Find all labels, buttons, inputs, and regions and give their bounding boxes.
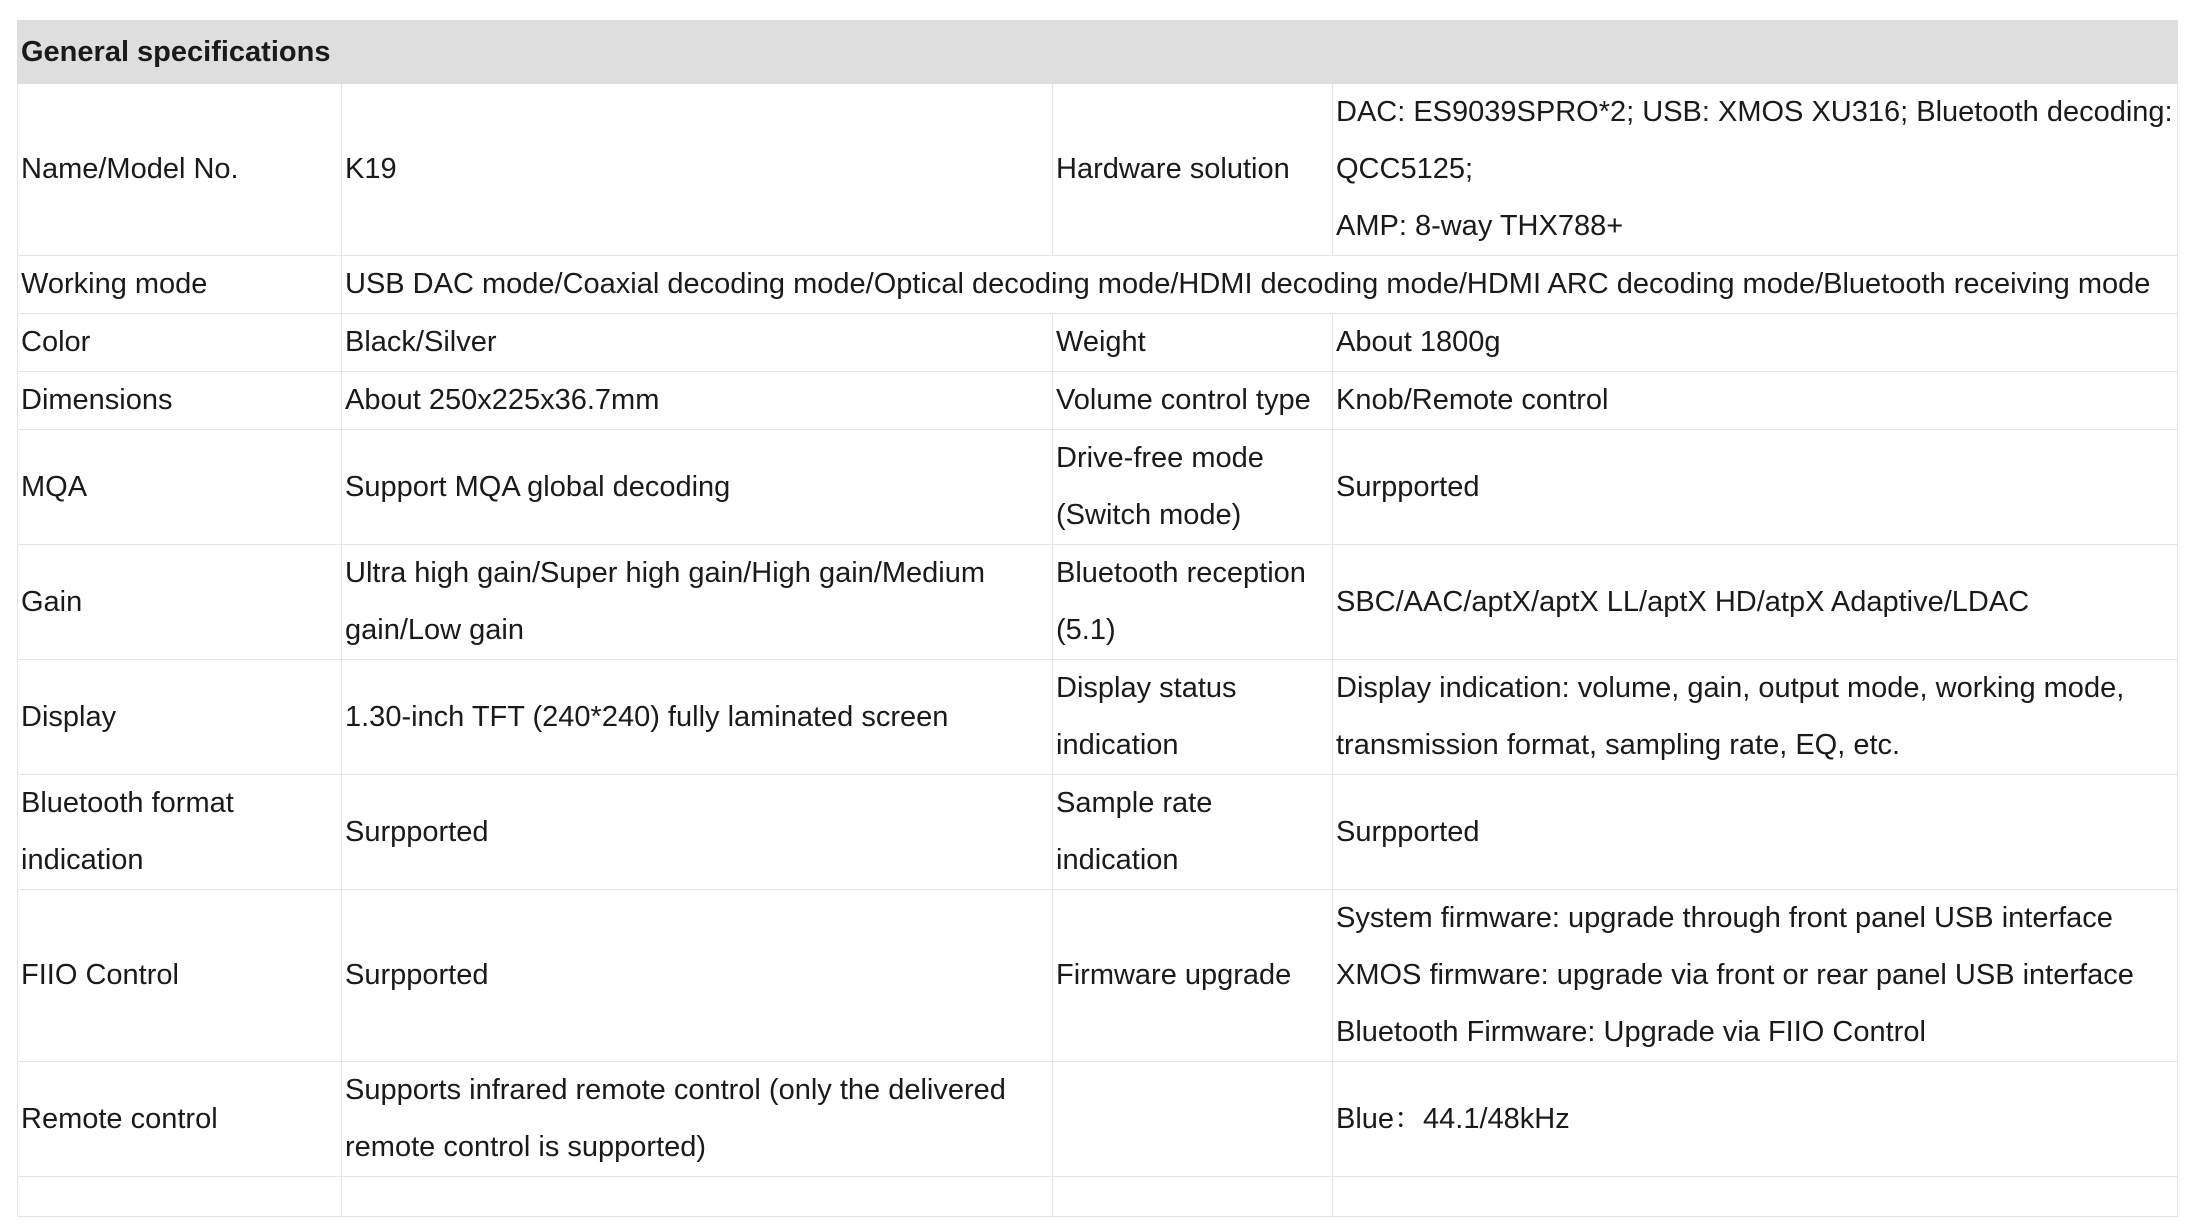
spec-label: Volume control type: [1053, 372, 1333, 430]
spec-label: [1053, 1062, 1333, 1177]
spec-label: Hardware solution: [1053, 84, 1333, 256]
spec-label: Display: [18, 660, 342, 775]
table-row: [18, 660, 2178, 775]
table-row: [18, 545, 2178, 660]
table-row: [18, 84, 2178, 256]
spec-label: Remote control: [18, 1062, 342, 1177]
spec-value: Knob/Remote control: [1333, 372, 2178, 430]
spec-value: Support MQA global decoding: [342, 430, 1053, 545]
spec-label: MQA: [18, 430, 342, 545]
spec-value: Black/Silver: [342, 314, 1053, 372]
section-header-row: [18, 21, 2178, 84]
spec-value: 1.30-inch TFT (240*240) fully laminated screen: [342, 660, 1053, 775]
table-row: [18, 775, 2178, 890]
spec-label: Color: [18, 314, 342, 372]
spec-value: Supports infrared remote control (only the delivered remote control is supported): [342, 1062, 1053, 1177]
spec-value: DAC: ES9039SPRO*2; USB: XMOS XU316; Bluetooth decoding: QCC5125; AMP: 8-way THX788+: [1333, 84, 2178, 256]
spec-label: [18, 1177, 342, 1217]
spec-value: System firmware: upgrade through front panel USB interface XMOS firmware: upgrade via front or rear panel USB interface Bluetooth Firmware: Upgrade via FIIO Control: [1333, 890, 2178, 1062]
spec-label: FIIO Control: [18, 890, 342, 1062]
spec-value: Display indication: volume, gain, output mode, working mode, transmission format, sampling rate, EQ, etc.: [1333, 660, 2178, 775]
section-title: General specifications: [18, 21, 2178, 84]
table-row: [18, 430, 2178, 545]
table-row: [18, 1062, 2178, 1177]
spec-label: Weight: [1053, 314, 1333, 372]
spec-value: About 250x225x36.7mm: [342, 372, 1053, 430]
spec-label: Gain: [18, 545, 342, 660]
table-row: [18, 890, 2178, 1062]
spec-value: Surpported: [342, 890, 1053, 1062]
table-row-partial: [18, 1177, 2178, 1217]
spec-value: K19: [342, 84, 1053, 256]
spec-value: [1333, 1177, 2178, 1217]
spec-label: Sample rate indication: [1053, 775, 1333, 890]
table-row: [18, 256, 2178, 314]
table-row: [18, 314, 2178, 372]
spec-label: [1053, 1177, 1333, 1217]
spec-value: [342, 1177, 1053, 1217]
general-specifications-table: [17, 20, 2178, 1217]
spec-label: Dimensions: [18, 372, 342, 430]
spec-label: Working mode: [18, 256, 342, 314]
spec-value: SBC/AAC/aptX/aptX LL/aptX HD/atpX Adaptive/LDAC: [1333, 545, 2178, 660]
spec-value: Ultra high gain/Super high gain/High gain/Medium gain/Low gain: [342, 545, 1053, 660]
spec-label: Bluetooth reception (5.1): [1053, 545, 1333, 660]
spec-label: Name/Model No.: [18, 84, 342, 256]
spec-label: Firmware upgrade: [1053, 890, 1333, 1062]
spec-label: Display status indication: [1053, 660, 1333, 775]
spec-value: Surpported: [342, 775, 1053, 890]
spec-value: Blue：44.1/48kHz: [1333, 1062, 2178, 1177]
spec-label: Drive-free mode (Switch mode): [1053, 430, 1333, 545]
table-row: [18, 372, 2178, 430]
spec-value: USB DAC mode/Coaxial decoding mode/Optical decoding mode/HDMI decoding mode/HDMI ARC decoding mode/Bluetooth receiving mode: [342, 256, 2178, 314]
spec-value: About 1800g: [1333, 314, 2178, 372]
spec-value: Surpported: [1333, 775, 2178, 890]
spec-value: Surpported: [1333, 430, 2178, 545]
spec-label: Bluetooth format indication: [18, 775, 342, 890]
